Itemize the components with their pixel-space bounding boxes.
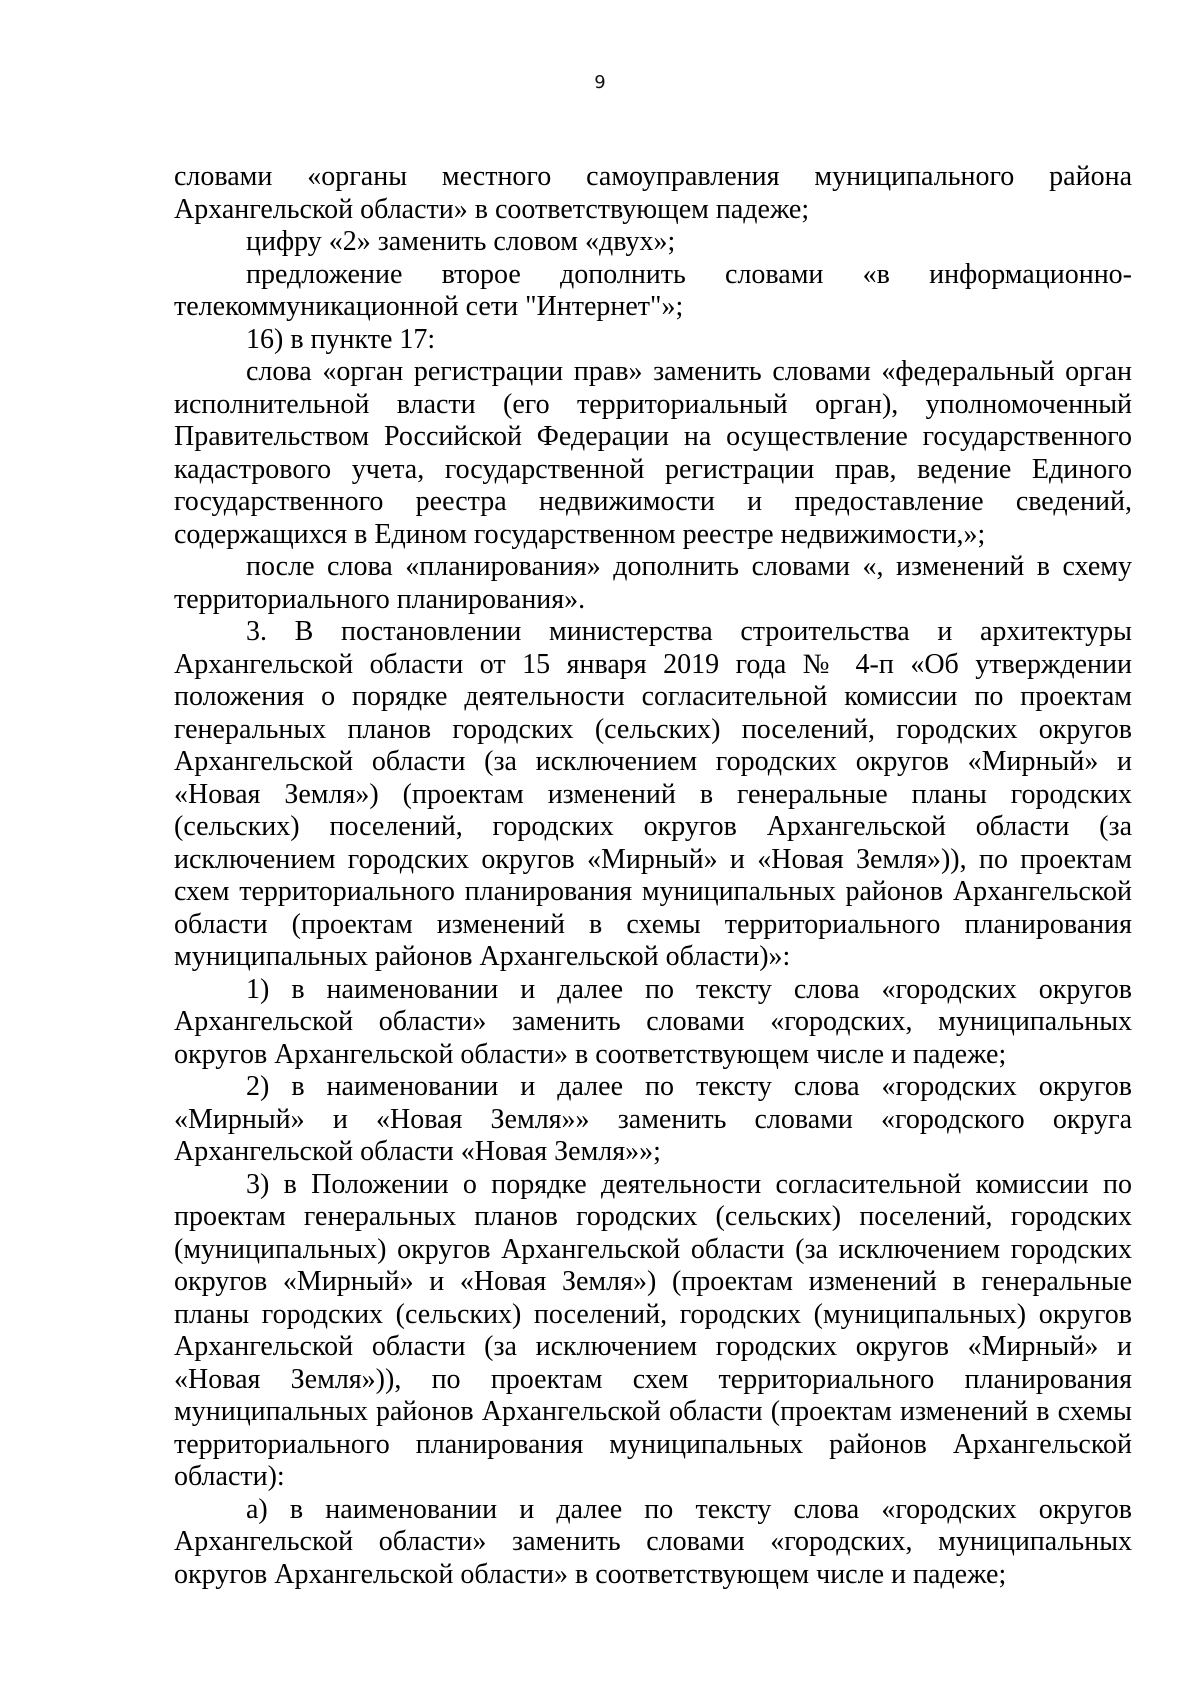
paragraph: 1) в наименовании и далее по тексту слова «городских округов Архангельской области» заменить словами «городских, муниципальных округов Архангельской области» в соответствующем числе и падеже; [174,973,1132,1070]
paragraph: 16) в пункте 17: [246,323,436,355]
paragraph: 3. В постановлении министерства строительства и архитектуры Архангельской области от 15 января 2019 года № 4-п «Об утверждении положения о порядке деятельности согласительной комиссии по проектам генеральных планов городских (сельских) поселений, городских округов Архангельской области (за исключением городских округов «Мирный» и «Новая Земля») (проектам изменений в генеральные планы городских (сельских) поселений, городских округов Архангельской области (за исключением городских округов «Мирный» и «Новая Земля»)), по проектам схем территориального планирования муниципальных районов Архангельской области (проектам изменений в схемы территориального планирования муниципальных районов Архангельской области)»: [174,616,1132,972]
paragraph: после слова «планирования» дополнить словами «, изменений в схему территориального планирования». [174,551,1132,615]
paragraph: слова «орган регистрации прав» заменить словами «федеральный орган исполнительной власти (его территориальный орган), уполномоченный Правительством Российской Федерации на осуществление государственного кадастрового учета, государственной регистрации прав, ведение Единого государственного реестра недвижимости и предоставление сведений, содержащихся в Едином государственном реестре недвижимости,»; [174,356,1132,550]
page-number: 9 [594,72,606,93]
paragraph: 3) в Положении о порядке деятельности согласительной комиссии по проектам генеральных планов городских (сельских) поселений, городских (муниципальных) округов Архангельской области (за исключением городских округов «Мирный» и «Новая Земля») (проектам изменений в генеральные планы городских (сельских) поселений, городских (муниципальных) округов Архангельской области (за исключением городских округов «Мирный» и «Новая Земля»)), по проектам схем территориального планирования муниципальных районов Архангельской области (проектам изменений в схемы территориального планирования муниципальных районов Архангельской области): [174,1168,1132,1492]
paragraph: предложение второе дополнить словами «в информационно-телекоммуникационной сети "Интернет"»; [174,258,1132,322]
paragraph: 2) в наименовании и далее по тексту слова «городских округов «Мирный» и «Новая Земля»» заменить словами «городского округа Архангельской области «Новая Земля»»; [174,1071,1132,1167]
document-body [174,161,1132,1591]
paragraph: а) в наименовании и далее по тексту слова «городских округов Архангельской области» заменить словами «городских, муниципальных округов Архангельской области» в соответствующем числе и падеже; [174,1493,1132,1590]
paragraph: цифру «2» заменить словом «двух»; [246,226,676,257]
paragraph: словами «органы местного самоуправления муниципального района Архангельской области» в соответствующем падеже; [174,161,1132,225]
